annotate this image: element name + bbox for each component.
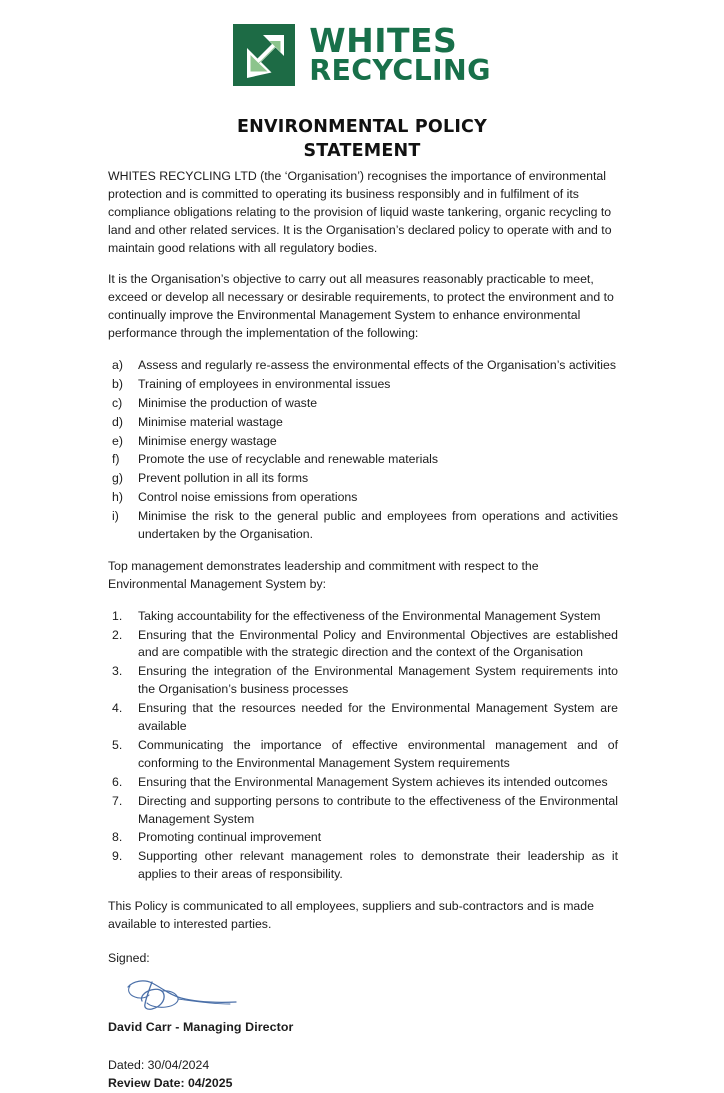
list-marker: 6. xyxy=(112,774,123,789)
list-item-text: Promoting continual improvement xyxy=(138,830,322,845)
communication-paragraph: This Policy is communicated to all employees, suppliers and sub-contractors and is made available to interested parties. xyxy=(108,899,594,931)
document-dates xyxy=(108,1056,618,1093)
list-item xyxy=(108,433,618,451)
handwritten-signature xyxy=(118,974,248,1016)
list-marker: 9. xyxy=(112,849,123,864)
list-marker: b) xyxy=(112,376,123,391)
page-title-line-1: ENVIRONMENTAL POLICY xyxy=(237,117,487,137)
list-item-text: Supporting other relevant management roles to demonstrate their leadership as it applies to their areas of responsibility. xyxy=(138,849,618,882)
company-logo xyxy=(0,20,724,88)
list-item-text: Ensuring the integration of the Environmental Management System requirements into the Organisation’s business processes xyxy=(138,664,618,697)
list-item-text: Taking accountability for the effectiveness of the Environmental Management System xyxy=(138,608,601,623)
list-item-text: Minimise energy wastage xyxy=(138,433,277,448)
list-marker: 8. xyxy=(112,830,123,845)
objective-paragraph: It is the Organisation’s objective to carry out all measures reasonably practicable to meet, exceed or develop all necessary or desirable requirements, to protect the environment and to continually improve the Environmental Management System to enhance environmental performance through the implementation of the following: xyxy=(108,272,614,341)
list-item xyxy=(108,663,618,699)
leadership-list xyxy=(108,608,618,884)
list-item xyxy=(108,470,618,488)
list-marker: g) xyxy=(112,471,123,486)
list-marker: e) xyxy=(112,433,123,448)
logo-line-1: WHITES xyxy=(309,20,458,60)
list-marker: i) xyxy=(112,509,119,524)
list-item xyxy=(108,829,618,847)
list-item xyxy=(108,451,618,469)
list-item-text: Ensuring that the Environmental Policy and Environmental Objectives are established and are compatible with the strategic direction and the context of the Organisation xyxy=(138,627,618,660)
list-marker: 7. xyxy=(112,793,123,808)
list-item-text: Assess and regularly re-assess the environmental effects of the Organisation’s activities xyxy=(138,358,616,373)
signatory-name-and-role: David Carr - Managing Director xyxy=(108,1019,294,1034)
leadership-paragraph: Top management demonstrates leadership and commitment with respect to the Environmental Management System by: xyxy=(108,558,539,591)
list-item-text: Communicating the importance of effective environmental management and of conforming to the Environmental Management System requirements xyxy=(138,737,618,770)
list-item-text: Ensuring that the Environmental Management System achieves its intended outcomes xyxy=(138,774,608,789)
signed-label: Signed: xyxy=(108,950,150,965)
document-body xyxy=(108,168,618,1093)
logo-line-2: RECYCLING xyxy=(309,54,491,88)
list-marker: 5. xyxy=(112,737,123,752)
list-item xyxy=(108,737,618,773)
list-marker: d) xyxy=(112,414,123,429)
list-marker: 1. xyxy=(112,608,123,623)
page-title-line-2: STATEMENT xyxy=(303,141,421,162)
list-marker: 2. xyxy=(112,627,123,642)
page-title xyxy=(0,115,724,163)
list-item-text: Minimise material wastage xyxy=(138,414,283,429)
list-item xyxy=(108,627,618,663)
review-date-line: Review Date: 04/2025 xyxy=(108,1076,233,1091)
list-marker: 3. xyxy=(112,664,123,679)
list-item-text: Prevent pollution in all its forms xyxy=(138,471,309,486)
list-item-text: Minimise the production of waste xyxy=(138,395,318,410)
list-item-text: Training of employees in environmental issues xyxy=(138,376,391,391)
list-item xyxy=(108,376,618,394)
list-item xyxy=(108,489,618,507)
list-item-text: Ensuring that the resources needed for the Environmental Management System are available xyxy=(138,701,618,734)
list-marker: h) xyxy=(112,490,123,505)
list-item-text: Directing and supporting persons to contribute to the effectiveness of the Environmental Management System xyxy=(138,793,618,826)
measures-list xyxy=(108,357,618,544)
list-item-text: Control noise emissions from operations xyxy=(138,490,358,505)
list-marker: 4. xyxy=(112,701,123,716)
list-item xyxy=(108,608,618,626)
logo-wordmark xyxy=(309,20,491,88)
list-item xyxy=(108,508,618,544)
intro-paragraph: WHITES RECYCLING LTD (the ‘Organisation’) recognises the importance of environmental protection and is committed to operating its business responsibly and in fulfilment of its compliance obligations relating to the provision of liquid waste tankering, organic recycling to land and other related services. It is the Organisation’s declared policy to operate with and to maintain good relations with all regulatory bodies. xyxy=(108,169,612,255)
list-item xyxy=(108,793,618,829)
list-marker: a) xyxy=(112,358,123,373)
list-item xyxy=(108,700,618,736)
list-item xyxy=(108,848,618,884)
list-item xyxy=(108,414,618,432)
recycling-arrow-square-icon xyxy=(233,24,295,86)
list-item xyxy=(108,395,618,413)
list-item xyxy=(108,774,618,792)
dated-line: Dated: 30/04/2024 xyxy=(108,1057,210,1072)
list-item-text: Promote the use of recyclable and renewable materials xyxy=(138,452,439,467)
list-marker: f) xyxy=(112,452,120,467)
list-item xyxy=(108,357,618,375)
list-item-text: Minimise the risk to the general public and employees from operations and activities undertaken by the Organisation. xyxy=(138,509,618,542)
list-marker: c) xyxy=(112,395,123,410)
